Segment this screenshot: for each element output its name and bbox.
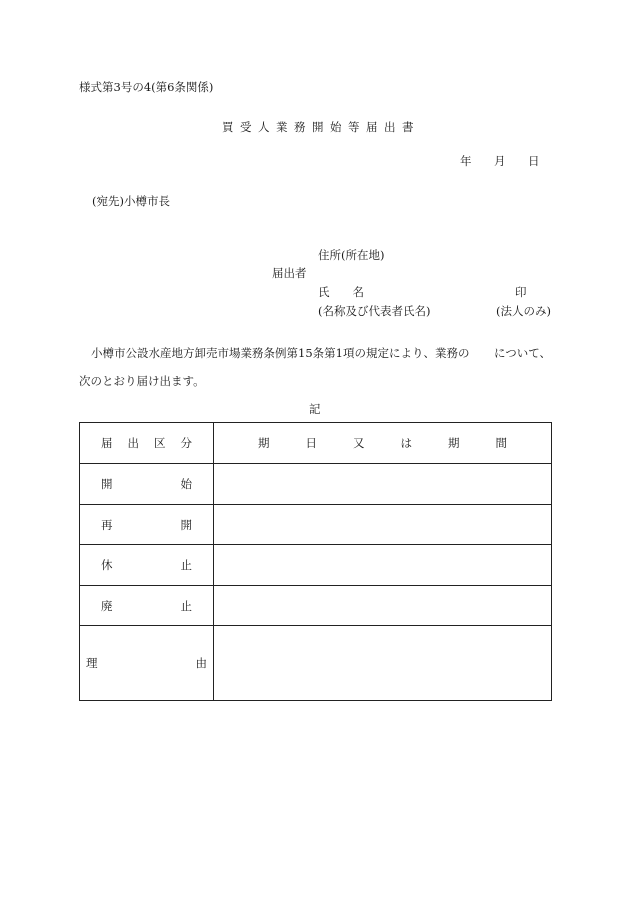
header-period: 期 日 又 は 期 間: [258, 436, 507, 450]
table-row-reason: [80, 626, 552, 701]
header-category: 届 出 区 分: [101, 436, 192, 450]
document-title: 買受人業務開始等届出書: [222, 120, 420, 134]
body-line-1a: 小樽市公設水産地方卸売市場業務条例第15条第1項の規定により、業務の: [91, 346, 470, 360]
notification-table: [79, 422, 552, 701]
table-row: [80, 545, 552, 586]
row-value-cell[interactable]: [214, 545, 552, 586]
date-day: 日: [528, 154, 540, 168]
header-period-cell: [214, 423, 552, 464]
body-line-1b: について、: [494, 346, 552, 360]
table-header-row: [80, 423, 552, 464]
row-label-cell: [80, 545, 214, 586]
address-label: 住所(所在地): [318, 248, 385, 262]
ki-heading: 記: [309, 402, 321, 416]
row-label-cell: [80, 505, 214, 545]
form-number: 様式第3号の4(第6条関係): [79, 80, 214, 94]
seal-label: 印: [515, 285, 527, 299]
header-category-cell: [80, 423, 214, 464]
row-label-cell: [80, 626, 214, 701]
row-value-cell[interactable]: [214, 505, 552, 545]
row-label: 理 由: [86, 656, 207, 670]
name-sub-label: (名称及び代表者氏名): [318, 304, 431, 318]
row-label: 開 始: [101, 477, 192, 491]
row-label: 休 止: [101, 558, 192, 572]
row-value-cell[interactable]: [214, 464, 552, 505]
table-row: [80, 586, 552, 626]
table-row: [80, 464, 552, 505]
row-label: 廃 止: [101, 598, 192, 613]
row-value-cell[interactable]: [214, 586, 552, 626]
name-label: 氏 名: [318, 285, 364, 299]
table-row: [80, 505, 552, 545]
seal-note: (法人のみ): [496, 304, 551, 318]
row-value-cell[interactable]: [214, 626, 552, 701]
applicant-role-label: 届出者: [272, 266, 307, 280]
row-label: 再 開: [101, 517, 192, 532]
date-year: 年: [460, 154, 472, 168]
addressee: (宛先)小樽市長: [92, 194, 170, 208]
date-month: 月: [494, 154, 506, 168]
row-label-cell: [80, 586, 214, 626]
row-label-cell: [80, 464, 214, 505]
body-line-2: 次のとおり届け出ます。: [79, 374, 205, 388]
